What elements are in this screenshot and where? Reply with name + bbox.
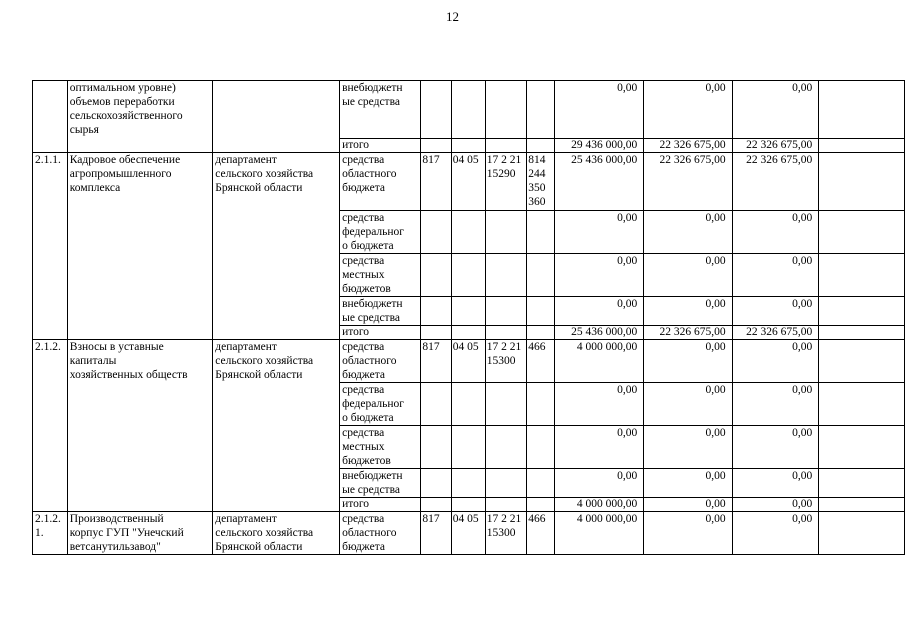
cell-csr: 17 2 21 15300 bbox=[485, 340, 526, 383]
cell-empty bbox=[819, 498, 905, 512]
cell-grbs bbox=[421, 498, 451, 512]
cell-vr bbox=[527, 498, 555, 512]
cell-rzpr bbox=[451, 81, 485, 139]
cell-value-3: 22 326 675,00 bbox=[732, 326, 819, 340]
cell-rzpr bbox=[451, 426, 485, 469]
cell-empty bbox=[819, 512, 905, 555]
cell-grbs bbox=[421, 297, 451, 326]
cell-grbs bbox=[421, 383, 451, 426]
cell-value-2: 22 326 675,00 bbox=[644, 326, 732, 340]
cell-csr: 17 2 21 15300 bbox=[485, 512, 526, 555]
cell-value-1: 29 436 000,00 bbox=[554, 139, 643, 153]
cell-empty bbox=[819, 340, 905, 383]
cell-value-2: 0,00 bbox=[644, 469, 732, 498]
cell-empty bbox=[819, 153, 905, 211]
cell-vr: 466 bbox=[527, 512, 555, 555]
cell-source: итого bbox=[340, 326, 421, 340]
cell-value-1: 25 436 000,00 bbox=[554, 326, 643, 340]
cell-value-3: 22 326 675,00 bbox=[732, 139, 819, 153]
cell-source: средства областного бюджета bbox=[340, 512, 421, 555]
cell-source: средства областного бюджета bbox=[340, 153, 421, 211]
cell-value-3: 0,00 bbox=[732, 297, 819, 326]
cell-vr bbox=[527, 139, 555, 153]
cell-value-1: 0,00 bbox=[554, 383, 643, 426]
cell-rzpr bbox=[451, 254, 485, 297]
cell-executor: департамент сельского хозяйства Брянской области bbox=[213, 512, 340, 555]
cell-empty bbox=[819, 297, 905, 326]
table-row bbox=[33, 340, 905, 383]
cell-value-1: 0,00 bbox=[554, 211, 643, 254]
cell-value-3: 0,00 bbox=[732, 254, 819, 297]
cell-value-3: 0,00 bbox=[732, 340, 819, 383]
cell-value-1: 4 000 000,00 bbox=[554, 498, 643, 512]
cell-rzpr bbox=[451, 498, 485, 512]
cell-grbs: 817 bbox=[421, 512, 451, 555]
cell-vr bbox=[527, 326, 555, 340]
cell-value-3: 22 326 675,00 bbox=[732, 153, 819, 211]
table-row bbox=[33, 81, 905, 139]
cell-rzpr bbox=[451, 326, 485, 340]
cell-name: Производственный корпус ГУП "Унечский ветсанутильзавод" bbox=[67, 512, 213, 555]
cell-empty bbox=[819, 139, 905, 153]
cell-grbs: 817 bbox=[421, 340, 451, 383]
cell-source: итого bbox=[340, 139, 421, 153]
cell-csr bbox=[485, 498, 526, 512]
cell-grbs bbox=[421, 211, 451, 254]
page-number: 12 bbox=[446, 9, 459, 24]
table-row bbox=[33, 153, 905, 211]
cell-value-3: 0,00 bbox=[732, 211, 819, 254]
cell-value-1: 4 000 000,00 bbox=[554, 512, 643, 555]
cell-value-3: 0,00 bbox=[732, 426, 819, 469]
cell-empty bbox=[819, 383, 905, 426]
cell-csr bbox=[485, 139, 526, 153]
cell-value-2: 0,00 bbox=[644, 498, 732, 512]
cell-source: внебюджетн ые средства bbox=[340, 297, 421, 326]
cell-value-2: 0,00 bbox=[644, 340, 732, 383]
cell-empty bbox=[819, 254, 905, 297]
cell-executor bbox=[213, 81, 340, 153]
cell-rzpr bbox=[451, 211, 485, 254]
cell-csr bbox=[485, 254, 526, 297]
cell-value-1: 4 000 000,00 bbox=[554, 340, 643, 383]
cell-source: средства областного бюджета bbox=[340, 340, 421, 383]
cell-csr bbox=[485, 383, 526, 426]
cell-source: внебюджетн ые средства bbox=[340, 81, 421, 139]
cell-empty bbox=[819, 469, 905, 498]
cell-rzpr bbox=[451, 383, 485, 426]
cell-grbs bbox=[421, 326, 451, 340]
cell-rzpr: 04 05 bbox=[451, 340, 485, 383]
cell-value-3: 0,00 bbox=[732, 469, 819, 498]
cell-empty bbox=[819, 211, 905, 254]
cell-csr bbox=[485, 297, 526, 326]
cell-value-2: 0,00 bbox=[644, 211, 732, 254]
cell-value-1: 0,00 bbox=[554, 469, 643, 498]
cell-executor: департамент сельского хозяйства Брянской области bbox=[213, 153, 340, 340]
cell-source: внебюджетн ые средства bbox=[340, 469, 421, 498]
cell-num bbox=[33, 81, 68, 153]
cell-name: оптимальном уровне) объемов переработки сельскохозяйственного сырья bbox=[67, 81, 213, 153]
cell-value-2: 0,00 bbox=[644, 383, 732, 426]
cell-vr: 466 bbox=[527, 340, 555, 383]
cell-rzpr bbox=[451, 297, 485, 326]
cell-value-1: 0,00 bbox=[554, 81, 643, 139]
cell-rzpr: 04 05 bbox=[451, 512, 485, 555]
cell-num: 2.1.2. 1. bbox=[33, 512, 68, 555]
cell-rzpr bbox=[451, 139, 485, 153]
cell-name: Взносы в уставные капиталы хозяйственных обществ bbox=[67, 340, 213, 512]
cell-source: средства местных бюджетов bbox=[340, 426, 421, 469]
cell-rzpr: 04 05 bbox=[451, 153, 485, 211]
cell-source: средства федеральног о бюджета bbox=[340, 383, 421, 426]
cell-rzpr bbox=[451, 469, 485, 498]
cell-grbs bbox=[421, 469, 451, 498]
cell-vr bbox=[527, 297, 555, 326]
cell-value-3: 0,00 bbox=[732, 81, 819, 139]
cell-vr: 814 244 350 360 bbox=[527, 153, 555, 211]
cell-value-2: 0,00 bbox=[644, 512, 732, 555]
cell-source: средства местных бюджетов bbox=[340, 254, 421, 297]
cell-num: 2.1.1. bbox=[33, 153, 68, 340]
cell-value-3: 0,00 bbox=[732, 498, 819, 512]
cell-value-1: 0,00 bbox=[554, 254, 643, 297]
cell-vr bbox=[527, 81, 555, 139]
cell-num: 2.1.2. bbox=[33, 340, 68, 512]
cell-grbs bbox=[421, 254, 451, 297]
cell-value-2: 22 326 675,00 bbox=[644, 153, 732, 211]
cell-vr bbox=[527, 254, 555, 297]
cell-source: итого bbox=[340, 498, 421, 512]
cell-value-3: 0,00 bbox=[732, 512, 819, 555]
cell-empty bbox=[819, 326, 905, 340]
cell-value-2: 0,00 bbox=[644, 254, 732, 297]
table-row bbox=[33, 512, 905, 555]
cell-grbs bbox=[421, 426, 451, 469]
cell-csr bbox=[485, 426, 526, 469]
cell-value-1: 0,00 bbox=[554, 426, 643, 469]
cell-value-2: 0,00 bbox=[644, 81, 732, 139]
cell-vr bbox=[527, 469, 555, 498]
cell-source: средства федеральног о бюджета bbox=[340, 211, 421, 254]
budget-table bbox=[32, 80, 905, 555]
cell-csr: 17 2 21 15290 bbox=[485, 153, 526, 211]
cell-value-1: 0,00 bbox=[554, 297, 643, 326]
cell-vr bbox=[527, 383, 555, 426]
cell-value-3: 0,00 bbox=[732, 383, 819, 426]
cell-executor: департамент сельского хозяйства Брянской области bbox=[213, 340, 340, 512]
cell-value-2: 0,00 bbox=[644, 426, 732, 469]
cell-grbs bbox=[421, 139, 451, 153]
cell-grbs: 817 bbox=[421, 153, 451, 211]
cell-empty bbox=[819, 81, 905, 139]
cell-value-2: 0,00 bbox=[644, 297, 732, 326]
cell-name: Кадровое обеспечение агропромышленного комплекса bbox=[67, 153, 213, 340]
cell-value-2: 22 326 675,00 bbox=[644, 139, 732, 153]
cell-value-1: 25 436 000,00 bbox=[554, 153, 643, 211]
cell-csr bbox=[485, 326, 526, 340]
cell-csr bbox=[485, 469, 526, 498]
cell-empty bbox=[819, 426, 905, 469]
cell-vr bbox=[527, 211, 555, 254]
cell-csr bbox=[485, 81, 526, 139]
cell-csr bbox=[485, 211, 526, 254]
cell-grbs bbox=[421, 81, 451, 139]
cell-vr bbox=[527, 426, 555, 469]
